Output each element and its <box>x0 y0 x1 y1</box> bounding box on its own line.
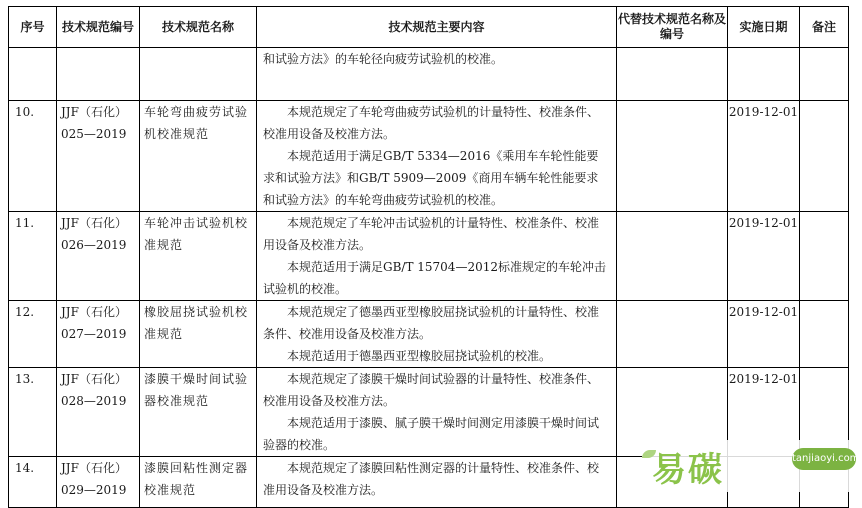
cell-note <box>800 212 849 301</box>
cell-code <box>57 48 140 101</box>
header-note: 备注 <box>800 7 849 48</box>
cell-replaces <box>617 101 728 212</box>
cell-replaces <box>617 212 728 301</box>
cell-replaces <box>617 48 728 101</box>
cell-name: 橡胶屈挠试验机校准规范 <box>140 301 257 368</box>
content-paragraph: 本规范规定了车轮弯曲疲劳试验机的计量特性、校准条件、校准用设备及校准方法。 <box>263 105 600 141</box>
table-row <box>9 101 849 212</box>
table-row <box>9 48 849 101</box>
cell-name: 漆膜干燥时间试验器校准规范 <box>140 368 257 457</box>
cell-code: JJF（石化）027—2019 <box>57 301 140 368</box>
cell-content <box>257 212 617 301</box>
site-watermark <box>642 440 862 492</box>
table-row <box>9 212 849 301</box>
header-date: 实施日期 <box>728 7 800 48</box>
cell-num: 14. <box>9 457 57 508</box>
content-paragraph: 本规范适用于满足GB/T 15704—2012标准规定的车轮冲击试验机的校准。 <box>263 260 606 296</box>
content-paragraph: 本规范适用于满足GB/T 5334—2016《乘用车车轮性能要求和试验方法》和GB/T 5909—2009《商用车辆车轮性能要求和试验方法》的车轮弯曲疲劳试验机的校准。 <box>263 149 599 207</box>
cell-date: 2019-12-01 <box>728 301 800 368</box>
cell-code: JJF（石化）028—2019 <box>57 368 140 457</box>
cell-num <box>9 48 57 101</box>
header-name: 技术规范名称 <box>140 7 257 48</box>
cell-num: 13. <box>9 368 57 457</box>
cell-note <box>800 301 849 368</box>
header-num: 序号 <box>9 7 57 48</box>
content-paragraph: 本规范适用于德墨西亚型橡胶屈挠试验机的校准。 <box>287 349 552 363</box>
cell-date <box>728 48 800 101</box>
cell-replaces <box>617 301 728 368</box>
content-paragraph: 和试验方法》的车轮径向疲劳试验机的校准。 <box>263 52 504 66</box>
content-paragraph: 本规范规定了漆膜干燥时间试验器的计量特性、校准条件、校准用设备及校准方法。 <box>263 372 600 408</box>
content-paragraph: 本规范规定了德墨西亚型橡胶屈挠试验机的计量特性、校准条件、校准用设备及校准方法。 <box>263 305 600 341</box>
watermark-logo: 易碳 <box>652 450 724 490</box>
cell-content <box>257 368 617 457</box>
cell-content <box>257 301 617 368</box>
cell-date: 2019-12-01 <box>728 212 800 301</box>
content-paragraph: 本规范适用于漆膜、腻子膜干燥时间测定用漆膜干燥时间试验器的校准。 <box>263 416 600 452</box>
cell-num: 12. <box>9 301 57 368</box>
cell-name: 车轮弯曲疲劳试验机校准规范 <box>140 101 257 212</box>
content-paragraph: 本规范规定了漆膜回粘性测定器的计量特性、校准条件、校准用设备及校准方法。 <box>263 461 600 497</box>
standards-table <box>8 6 849 508</box>
cell-note <box>800 101 849 212</box>
cell-num: 11. <box>9 212 57 301</box>
content-paragraph: 本规范规定了车轮冲击试验机的计量特性、校准条件、校准用设备及校准方法。 <box>263 216 600 252</box>
cell-name <box>140 48 257 101</box>
cell-name: 车轮冲击试验机校准规范 <box>140 212 257 301</box>
cell-note <box>800 48 849 101</box>
header-content: 技术规范主要内容 <box>257 7 617 48</box>
cell-code: JJF（石化）029—2019 <box>57 457 140 508</box>
cell-num: 10. <box>9 101 57 212</box>
cell-content <box>257 101 617 212</box>
cell-code: JJF（石化）025—2019 <box>57 101 140 212</box>
header-row <box>9 7 849 48</box>
cell-content <box>257 457 617 508</box>
cell-name: 漆膜回粘性测定器校准规范 <box>140 457 257 508</box>
cell-date: 2019-12-01 <box>728 101 800 212</box>
cell-code: JJF（石化）026—2019 <box>57 212 140 301</box>
cell-content <box>257 48 617 101</box>
header-code: 技术规范编号 <box>57 7 140 48</box>
table-row <box>9 301 849 368</box>
cell-date: 2019-12-01 <box>728 368 800 457</box>
watermark-site: tanjiaoyi.com <box>792 448 856 470</box>
header-replaces: 代替技术规范名称及编号 <box>617 7 728 48</box>
